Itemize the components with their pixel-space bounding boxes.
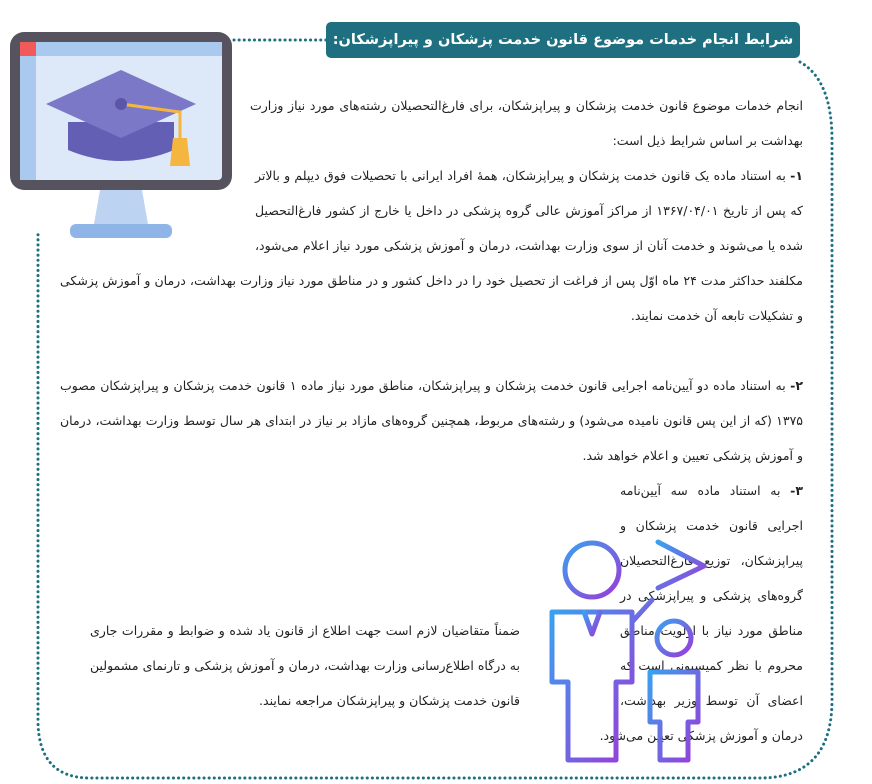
item-text: به استناد ماده سه آیین‌نامه اجرایی قانون خدمت پزشکان و پیراپزشکان، توزیع فارغ‌التحصیلان گروه‌های پزشکی و پیراپزشکی در مناطق مورد نیاز با اولویت مناطق محروم با نظر کمیسیونی است که اعضای آن توسط وزیر بهداشت، درمان و آموزش پزشکی تعیین می‌شود.: [599, 483, 803, 743]
list-item: [60, 368, 803, 473]
item-number: ۲-: [790, 378, 803, 393]
item-number: ۱-: [790, 168, 803, 183]
note-paragraph: ضمناً متقاضیان لازم است جهت اطلاع از قانون یاد شده و ضوابط و مقررات جاری به درگاه اطلاع‌رسانی وزارت بهداشت، درمان و آموزش پزشکی و تارنمای مشمولین قانون خدمت پزشکان و پیراپزشکان مراجعه نمایند.: [90, 623, 520, 708]
item-text: به استناد ماده یک قانون خدمت پزشکان و پیراپزشکان، همهٔ افراد ایرانی با تحصیلات فوق دیپلم و بالاتر که پس از تاریخ ۱۳۶۷/۰۴/۰۱ از مراکز آموزش عالی گروه پزشکی در داخل یا خارج از کشور فارغ‌التحصیل شده یا می‌شوند و خدمت آنان از سوی وزارت بهداشت، درمان و آموزش پزشکی مورد نیاز اعلام می‌شود، مکلفند حداکثر مدت ۲۴ ماه اوّل پس از فراغت از تحصیل خود را در داخل کشور و در مناطق مورد نیاز وزارت بهداشت، درمان و آموزش پزشکی و تشکیلات تابعه آن خدمت نمایند.: [60, 168, 804, 323]
item-text: به استناد ماده دو آیین‌نامه اجرایی قانون خدمت پزشکان و پیراپزشکان، مناطق مورد نیاز ماده ۱ قانون خدمت پزشکان و پیراپزشکان مصوب ۱۳۷۵ (که از این پس قانون نامیده می‌شود) و رشته‌های مربوط، همچنین گروه‌های مازاد بر نیاز در ابتدای هر سال توسط وزارت بهداشت، درمان و آموزش پزشکی تعیین و اعلام خواهد شد.: [60, 378, 803, 463]
intro-paragraph: انجام خدمات موضوع قانون خدمت پزشکان و پیراپزشکان، برای فارغ‌التحصیلان رشته‌های مورد نیاز وزارت بهداشت بر اساس شرایط ذیل است:: [250, 98, 803, 148]
section-title: شرایط انجام خدمات موضوع قانون خدمت پزشکان و پیراپزشکان:: [326, 22, 800, 58]
adult-child-flag-icon: [546, 532, 716, 770]
list-item: [60, 158, 803, 333]
item-number: ۳-: [790, 483, 803, 498]
